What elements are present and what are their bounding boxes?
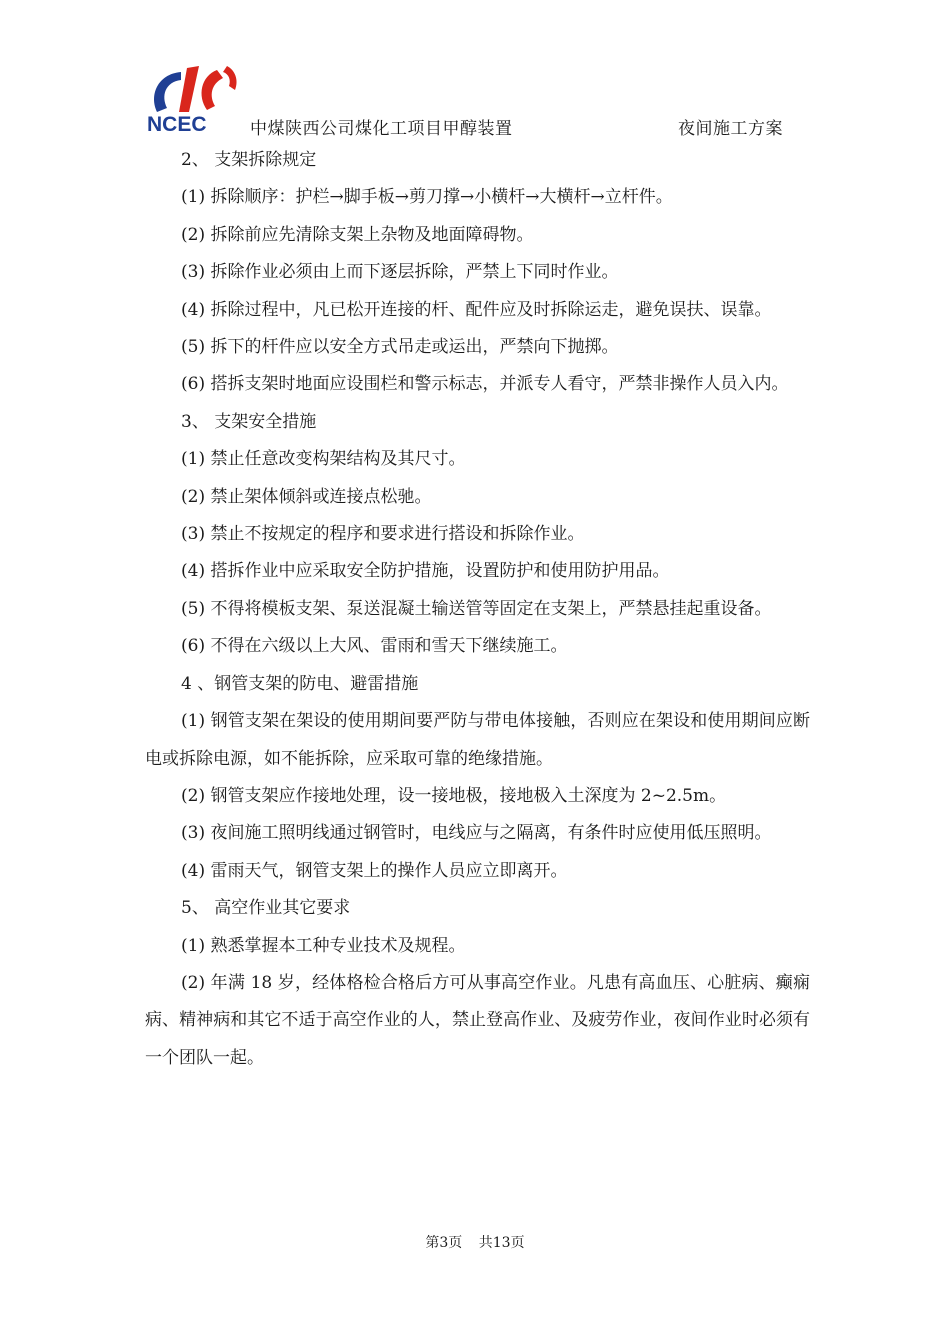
section-heading: 3、 支架安全措施 <box>181 411 317 432</box>
paragraph: (1) 拆除顺序：护栏→脚手板→剪刀撑→小横杆→大横杆→立杆件。 <box>181 187 673 208</box>
paragraph: (1) 熟悉掌握本工种专业技术及规程。 <box>181 935 466 956</box>
paragraph: (5) 拆下的杆件应以安全方式吊走或运出，严禁向下抛掷。 <box>181 337 619 358</box>
paragraph: (2) 禁止架体倾斜或连接点松驰。 <box>181 486 432 507</box>
ncec-logo <box>143 62 243 134</box>
header-project: 中煤陕西公司煤化工项目甲醇装置 <box>250 119 513 139</box>
paragraph: (4) 雷雨天气，钢管支架上的操作人员应立即离开。 <box>181 860 568 881</box>
paragraph: (4) 拆除过程中，凡已松开连接的杆、配件应及时拆除运走，避免误扶、误靠。 <box>181 299 772 320</box>
paragraph: (2) 拆除前应先清除支架上杂物及地面障碍物。 <box>181 224 534 245</box>
logo-text: NCEC <box>147 113 207 134</box>
page-total: 共13页 <box>478 1235 525 1251</box>
paragraph: (1) 禁止任意改变构架结构及其尺寸。 <box>181 449 466 470</box>
section-heading: 4 、钢管支架的防电、避雷措施 <box>181 673 419 694</box>
document-body <box>145 142 810 1077</box>
ncec-logo-graphic <box>143 62 243 134</box>
paragraph: (2) 年满 18 岁，经体格检合格后方可从事高空作业。凡患有高血压、心脏病、癫痫病、精神病和其它不适于高空作业的人，禁止登高作业、及疲劳作业，夜间作业时必须有一个团队一起。 <box>145 972 810 1068</box>
header-doc-title: 夜间施工方案 <box>678 119 783 139</box>
paragraph: (3) 拆除作业必须由上而下逐层拆除，严禁上下同时作业。 <box>181 262 619 283</box>
paragraph: (5) 不得将模板支架、泵送混凝土输送管等固定在支架上，严禁悬挂起重设备。 <box>181 598 772 619</box>
paragraph: (4) 搭拆作业中应采取安全防护措施，设置防护和使用防护用品。 <box>181 561 670 582</box>
section-heading: 2、 支架拆除规定 <box>181 150 317 170</box>
paragraph: (6) 不得在六级以上大风、雷雨和雪天下继续施工。 <box>181 636 568 657</box>
paragraph: (3) 禁止不按规定的程序和要求进行搭设和拆除作业。 <box>181 524 585 545</box>
page-footer <box>0 1232 950 1252</box>
paragraph: (2) 钢管支架应作接地处理，设一接地极，接地极入土深度为 2~2.5m。 <box>181 785 727 806</box>
paragraph: (6) 搭拆支架时地面应设围栏和警示标志，并派专人看守，严禁非操作人员入内。 <box>181 374 789 395</box>
section-heading: 5、 高空作业其它要求 <box>181 898 351 919</box>
paragraph: (1) 钢管支架在架设的使用期间要严防与带电体接触，否则应在架设和使用期间应断电或拆除电源，如不能拆除，应采取可靠的绝缘措施。 <box>145 711 810 769</box>
paragraph: (3) 夜间施工照明线通过钢管时，电线应与之隔离，有条件时应使用低压照明。 <box>181 823 772 844</box>
page-number: 第3页 <box>425 1235 463 1251</box>
